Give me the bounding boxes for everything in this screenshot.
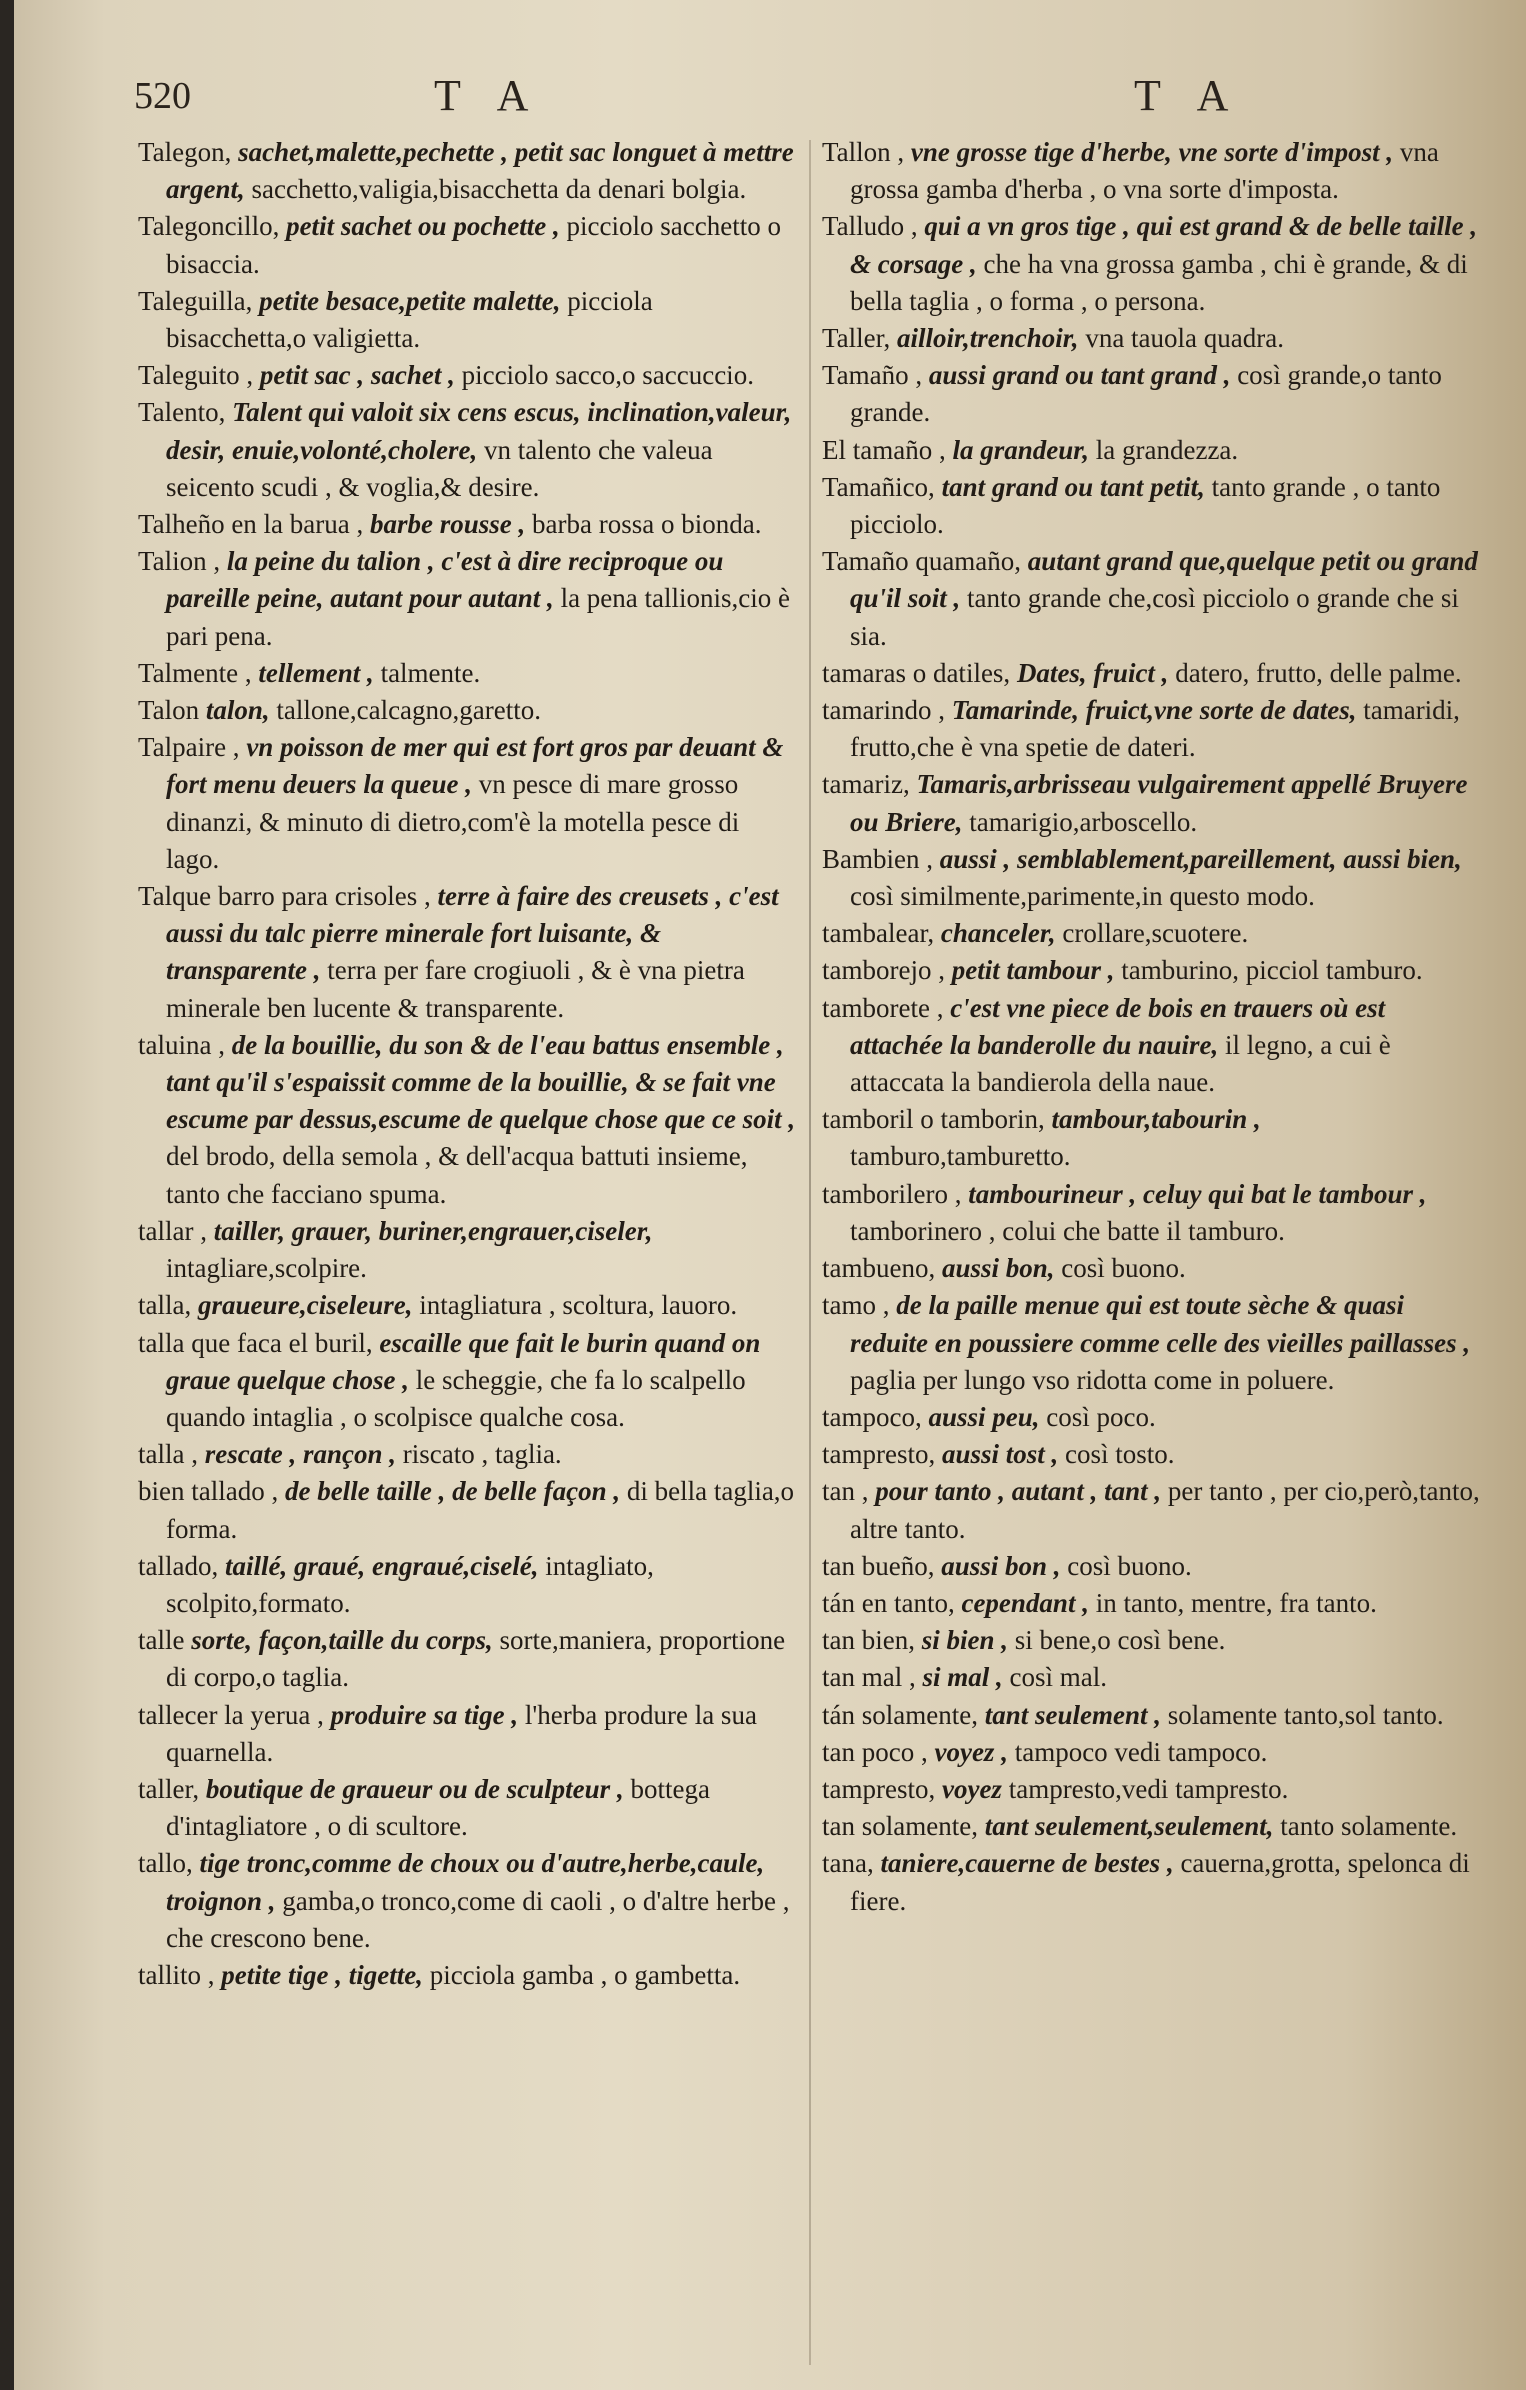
entry-headword: tan bueño, bbox=[822, 1550, 935, 1581]
entry-french-gloss: tailler, grauer, buriner,engrauer,ciseler, bbox=[213, 1215, 653, 1246]
entry-french-gloss: barbe rousse , bbox=[370, 509, 526, 540]
entry-italian-gloss: del brodo, della semola , & dell'acqua battuti insieme, tanto che facciano spuma. bbox=[166, 1141, 748, 1209]
dictionary-entry bbox=[822, 357, 1482, 431]
entry-italian-gloss: per tanto , per cio,però,tanto, altre tanto. bbox=[850, 1476, 1480, 1544]
dictionary-entry bbox=[138, 1325, 798, 1437]
entry-french-gloss: la grandeur, bbox=[952, 434, 1090, 465]
entry-italian-gloss: tanto grande che,così picciolo o grande che si sia. bbox=[850, 583, 1459, 651]
entry-french-gloss: escaille que fait le burin quand on graue quelque chose , bbox=[166, 1327, 761, 1395]
entry-italian-gloss: tampoco vedi tampoco. bbox=[1014, 1736, 1268, 1767]
entry-french-gloss: vne grosse tige d'herbe, vne sorte d'impost , bbox=[910, 137, 1394, 167]
dictionary-entry bbox=[822, 692, 1482, 766]
entry-french-gloss: talon, bbox=[205, 695, 270, 726]
dictionary-entry bbox=[822, 1399, 1482, 1436]
dictionary-entry bbox=[822, 543, 1482, 655]
entry-headword: bien tallado , bbox=[138, 1476, 279, 1507]
entry-italian-gloss: bottega d'intagliatore , o di scultore. bbox=[166, 1773, 710, 1842]
dictionary-entry bbox=[138, 134, 798, 208]
entry-french-gloss: cependant , bbox=[961, 1587, 1089, 1618]
dictionary-entry bbox=[138, 357, 798, 394]
entry-italian-gloss: intagliato, scolpito,formato. bbox=[166, 1550, 654, 1618]
entry-headword: Talion , bbox=[138, 546, 221, 577]
entry-italian-gloss: tanto solamente. bbox=[1280, 1811, 1458, 1842]
entry-italian-gloss: crollare,scuotere. bbox=[1062, 918, 1249, 949]
entry-italian-gloss: il legno, a cui è attaccata la bandierola della naue. bbox=[850, 1029, 1391, 1098]
dictionary-entry bbox=[822, 1473, 1482, 1547]
entry-italian-gloss: così buono. bbox=[1067, 1550, 1192, 1581]
entry-headword: El tamaño , bbox=[822, 434, 946, 465]
entry-french-gloss: aussi tost , bbox=[941, 1439, 1059, 1470]
entry-italian-gloss: così buono. bbox=[1061, 1253, 1186, 1284]
entry-headword: tallito , bbox=[138, 1959, 215, 1990]
entry-headword: Tamañico, bbox=[822, 471, 935, 502]
dictionary-entry bbox=[822, 1287, 1482, 1399]
entry-french-gloss: tige tronc,comme de choux ou d'autre,herbe,caule, troignon , bbox=[166, 1848, 765, 1916]
entry-headword: Taleguilla, bbox=[138, 285, 253, 316]
entry-headword: Talpaire , bbox=[138, 732, 240, 763]
entry-headword: tán solamente, bbox=[822, 1699, 978, 1730]
entry-italian-gloss: tanto grande , o tanto picciolo. bbox=[850, 471, 1441, 540]
entry-headword: tan mal , bbox=[822, 1662, 916, 1693]
entry-italian-gloss: paglia per lungo vso ridotta come in poluere. bbox=[850, 1364, 1335, 1395]
entry-italian-gloss: tamarigio,arboscello. bbox=[969, 806, 1198, 837]
dictionary-page bbox=[14, 0, 1526, 2390]
dictionary-entry bbox=[138, 1845, 798, 1957]
entry-french-gloss: si bien , bbox=[921, 1625, 1008, 1656]
entry-italian-gloss: tallone,calcagno,garetto. bbox=[276, 695, 541, 726]
entry-french-gloss: petit sachet ou pochette , bbox=[286, 211, 560, 242]
dictionary-entry bbox=[138, 394, 798, 506]
entry-french-gloss: c'est vne piece de bois en trauers où est attachée la banderolle du nauire, bbox=[850, 992, 1386, 1060]
dictionary-entry bbox=[138, 655, 798, 692]
entry-headword: taluina , bbox=[138, 1029, 225, 1060]
entry-italian-gloss: datero, frutto, delle palme. bbox=[1175, 657, 1462, 688]
entry-headword: tana, bbox=[822, 1848, 874, 1879]
entry-headword: Talheño en la barua , bbox=[138, 509, 364, 540]
dictionary-entry bbox=[822, 655, 1482, 692]
entry-french-gloss: petite tige , tigette, bbox=[221, 1959, 423, 1990]
entry-french-gloss: tambourineur , celuy qui bat le tambour , bbox=[968, 1178, 1427, 1209]
dictionary-entry bbox=[822, 320, 1482, 357]
dictionary-entry bbox=[138, 208, 798, 282]
entry-italian-gloss: barba rossa o bionda. bbox=[532, 509, 762, 540]
entry-headword: talle bbox=[138, 1625, 185, 1656]
dictionary-entry bbox=[138, 1957, 798, 1994]
dictionary-entry bbox=[822, 208, 1482, 320]
dictionary-entry bbox=[138, 1213, 798, 1287]
entry-headword: Talento, bbox=[138, 397, 226, 428]
entry-french-gloss: autant grand que,quelque petit ou grand qu'il soit , bbox=[850, 546, 1478, 614]
dictionary-entry bbox=[138, 692, 798, 729]
entry-italian-gloss: riscato , taglia. bbox=[402, 1439, 562, 1470]
running-head-left: T A bbox=[434, 71, 543, 120]
entry-italian-gloss: tamburino, picciol tamburo. bbox=[1121, 955, 1423, 986]
entry-headword: Talegon, bbox=[138, 137, 232, 167]
entry-italian-gloss: così poco. bbox=[1046, 1401, 1156, 1432]
entry-headword: Bambien , bbox=[822, 843, 933, 874]
entry-french-gloss: voyez bbox=[941, 1773, 1002, 1804]
entry-headword: Tamaño , bbox=[822, 360, 923, 391]
entry-french-gloss: produire sa tige , bbox=[330, 1699, 519, 1730]
entry-headword: tamaras o datiles, bbox=[822, 657, 1011, 688]
dictionary-entry bbox=[138, 543, 798, 655]
entry-italian-gloss: così grande,o tanto grande. bbox=[850, 360, 1442, 428]
entry-headword: tambueno, bbox=[822, 1253, 936, 1284]
entry-headword: tamarindo , bbox=[822, 695, 945, 726]
entry-headword: talla, bbox=[138, 1290, 192, 1321]
entry-french-gloss: graueure,ciseleure, bbox=[197, 1290, 413, 1321]
entry-french-gloss: terre à faire des creusets , c'est aussi du talc pierre minerale fort luisante, & transparente , bbox=[166, 881, 779, 986]
entry-headword: tampoco, bbox=[822, 1401, 922, 1432]
entry-french-gloss: petite besace,petite malette, bbox=[259, 285, 561, 316]
entry-french-gloss: Dates, fruict , bbox=[1016, 657, 1169, 688]
dictionary-entry bbox=[138, 1473, 798, 1547]
entry-french-gloss: sachet,malette,pechette , petit sac longuet à mettre argent, bbox=[166, 137, 794, 205]
dictionary-entry bbox=[138, 506, 798, 543]
entry-french-gloss: ailloir,trenchoir, bbox=[897, 323, 1079, 354]
entry-headword: taller, bbox=[138, 1773, 200, 1804]
entry-french-gloss: voyez , bbox=[934, 1736, 1008, 1767]
dictionary-entry bbox=[822, 1622, 1482, 1659]
entry-headword: tan solamente, bbox=[822, 1811, 978, 1842]
entry-french-gloss: aussi peu, bbox=[928, 1401, 1040, 1432]
entry-french-gloss: chanceler, bbox=[940, 918, 1056, 949]
entry-italian-gloss: vna grossa gamba d'herba , o vna sorte d'imposta. bbox=[850, 137, 1439, 205]
entry-french-gloss: rescate , rançon , bbox=[204, 1439, 396, 1470]
dictionary-entry bbox=[822, 469, 1482, 543]
entry-italian-gloss: vn talento che valeua seicento scudi , & voglia,& desire. bbox=[166, 434, 713, 502]
entry-italian-gloss: vna tauola quadra. bbox=[1085, 323, 1284, 354]
dictionary-entry bbox=[822, 1697, 1482, 1734]
running-head-right: T A bbox=[1134, 71, 1243, 120]
dictionary-entry bbox=[822, 1548, 1482, 1585]
entry-headword: tambalear, bbox=[822, 918, 935, 949]
entry-italian-gloss: sorte,maniera, proportione di corpo,o taglia. bbox=[166, 1625, 786, 1693]
entry-italian-gloss: terra per fare crogiuoli , & è vna pietra minerale ben lucente & transparente. bbox=[166, 955, 745, 1023]
entry-headword: tamborete , bbox=[822, 992, 944, 1023]
entry-italian-gloss: che ha vna grossa gamba , chi è grande, & di bella taglia , o forma , o persona. bbox=[850, 248, 1468, 316]
entry-french-gloss: aussi , semblablement,pareillement, aussi bien, bbox=[939, 843, 1462, 874]
entry-italian-gloss: picciolo sacchetto o bisaccia. bbox=[166, 211, 781, 279]
dictionary-entry bbox=[822, 1808, 1482, 1845]
entry-italian-gloss: intagliatura , scoltura, lauoro. bbox=[419, 1290, 738, 1321]
entry-french-gloss: Tamarinde, fruict,vne sorte de dates, bbox=[951, 695, 1357, 726]
column-divider bbox=[809, 140, 811, 2365]
entry-italian-gloss: picciola gamba , o gambetta. bbox=[429, 1959, 741, 1990]
right-column bbox=[822, 134, 1482, 1920]
entry-french-gloss: sorte, façon,taille du corps, bbox=[191, 1625, 493, 1656]
entry-italian-gloss: talmente. bbox=[380, 657, 481, 688]
dictionary-entry bbox=[138, 1771, 798, 1845]
entry-headword: Tamaño quamaño, bbox=[822, 546, 1022, 577]
entry-french-gloss: tellement , bbox=[258, 657, 374, 688]
entry-headword: tallado, bbox=[138, 1550, 219, 1581]
dictionary-entry bbox=[138, 1697, 798, 1771]
entry-headword: tán en tanto, bbox=[822, 1587, 955, 1618]
dictionary-entry bbox=[822, 1659, 1482, 1696]
entry-headword: tan , bbox=[822, 1476, 869, 1507]
entry-italian-gloss: gamba,o tronco,come di caoli , o d'altre herbe , che crescono bene. bbox=[166, 1885, 790, 1953]
entry-headword: Talegoncillo, bbox=[138, 211, 280, 242]
entry-headword: tampresto, bbox=[822, 1439, 936, 1470]
entry-headword: tallo, bbox=[138, 1848, 193, 1879]
entry-italian-gloss: vn pesce di mare grosso dinanzi, & minuto di dietro,com'è la motella pesce di lago. bbox=[166, 769, 740, 874]
dictionary-entry bbox=[822, 1436, 1482, 1473]
entry-headword: talla , bbox=[138, 1439, 198, 1470]
dictionary-entry bbox=[822, 915, 1482, 952]
entry-italian-gloss: la pena tallionis,cio è pari pena. bbox=[166, 583, 790, 651]
entry-french-gloss: de la paille menue qui est toute sèche & quasi reduite en poussiere comme celle des vieilles paillasses , bbox=[850, 1290, 1471, 1358]
dictionary-entry bbox=[822, 1250, 1482, 1287]
entry-italian-gloss: cauerna,grotta, spelonca di fiere. bbox=[850, 1848, 1470, 1916]
entry-italian-gloss: la grandezza. bbox=[1095, 434, 1239, 465]
entry-french-gloss: boutique de graueur ou de sculpteur , bbox=[205, 1773, 624, 1804]
entry-italian-gloss: così similmente,parimente,in questo modo. bbox=[850, 881, 1315, 912]
entry-french-gloss: tant grand ou tant petit, bbox=[941, 471, 1205, 502]
entry-italian-gloss: tampresto,vedi tampresto. bbox=[1008, 1773, 1289, 1804]
entry-french-gloss: la peine du talion , c'est à dire reciproque ou pareille peine, autant pour autant , bbox=[166, 546, 724, 614]
entry-french-gloss: aussi grand ou tant grand , bbox=[928, 360, 1231, 391]
entry-italian-gloss: si bene,o così bene. bbox=[1014, 1625, 1226, 1656]
entry-headword: tamborilero , bbox=[822, 1178, 962, 1209]
entry-headword: tamborejo , bbox=[822, 955, 945, 986]
dictionary-entry bbox=[822, 1585, 1482, 1622]
entry-french-gloss: pour tanto , autant , tant , bbox=[875, 1476, 1162, 1507]
entry-headword: Taller, bbox=[822, 323, 891, 354]
entry-italian-gloss: tamborinero , colui che batte il tamburo. bbox=[850, 1215, 1285, 1246]
entry-headword: Talon bbox=[138, 695, 200, 726]
entry-french-gloss: vn poisson de mer qui est fort gros par deuant & fort menu deuers la queue , bbox=[166, 732, 784, 800]
entry-italian-gloss: così mal. bbox=[1009, 1662, 1107, 1693]
dictionary-entry bbox=[138, 729, 798, 878]
entry-french-gloss: de belle taille , de belle façon , bbox=[284, 1476, 621, 1507]
entry-headword: tampresto, bbox=[822, 1773, 936, 1804]
entry-headword: tamboril o tamborin, bbox=[822, 1104, 1045, 1135]
entry-headword: Tallon , bbox=[822, 137, 905, 167]
dictionary-entry bbox=[822, 1771, 1482, 1808]
entry-french-gloss: de la bouillie, du son & de l'eau battus ensemble , tant qu'il s'espaissit comme de la bouillie, & se fait vne escume par dessus,escume de quelque chose que ce soit , bbox=[166, 1029, 796, 1135]
dictionary-entry bbox=[822, 432, 1482, 469]
entry-italian-gloss: l'herba produre la sua quarnella. bbox=[166, 1699, 757, 1767]
entry-headword: tallar , bbox=[138, 1215, 207, 1246]
entry-headword: talla que faca el buril, bbox=[138, 1327, 373, 1358]
entry-french-gloss: Tamaris,arbrisseau vulgairement appellé Bruyere ou Briere, bbox=[850, 769, 1468, 837]
page-number: 520 bbox=[134, 75, 191, 117]
entry-headword: Talludo , bbox=[822, 211, 918, 242]
entry-french-gloss: qui a vn gros tige , qui est grand & de belle taille , & corsage , bbox=[850, 211, 1478, 279]
entry-headword: Talmente , bbox=[138, 657, 252, 688]
entry-italian-gloss: intagliare,scolpire. bbox=[166, 1253, 367, 1284]
dictionary-entry bbox=[822, 990, 1482, 1102]
entry-italian-gloss: in tanto, mentre, fra tanto. bbox=[1095, 1587, 1377, 1618]
entry-headword: tan poco , bbox=[822, 1736, 928, 1767]
entry-headword: tamo , bbox=[822, 1290, 890, 1321]
entry-french-gloss: aussi bon, bbox=[941, 1253, 1055, 1284]
dictionary-entry bbox=[822, 1176, 1482, 1250]
entry-french-gloss: taillé, graué, engraué,ciselé, bbox=[224, 1550, 539, 1581]
entry-french-gloss: petit sac , sachet , bbox=[259, 360, 455, 391]
entry-headword: Talque barro para crisoles , bbox=[138, 881, 431, 912]
entry-french-gloss: aussi bon , bbox=[941, 1550, 1061, 1581]
dictionary-entry bbox=[822, 1734, 1482, 1771]
dictionary-entry bbox=[138, 1548, 798, 1622]
dictionary-entry bbox=[138, 1436, 798, 1473]
dictionary-entry bbox=[138, 1622, 798, 1696]
entry-italian-gloss: così tosto. bbox=[1065, 1439, 1175, 1470]
entry-italian-gloss: le scheggie, che fa lo scalpello quando intaglia , o scolpisce qualche cosa. bbox=[166, 1364, 746, 1432]
entry-french-gloss: tant seulement , bbox=[984, 1699, 1161, 1730]
entry-headword: tallecer la yerua , bbox=[138, 1699, 324, 1730]
dictionary-entry bbox=[822, 1845, 1482, 1919]
entry-french-gloss: Talent qui valoit six cens escus, inclination,valeur, desir, enuie,volonté,cholere, bbox=[166, 397, 792, 465]
entry-italian-gloss: tamaridi, frutto,che è vna spetie de dateri. bbox=[850, 695, 1460, 763]
dictionary-entry bbox=[822, 1101, 1482, 1175]
dictionary-entry bbox=[138, 878, 798, 1027]
entry-italian-gloss: solamente tanto,sol tanto. bbox=[1167, 1699, 1444, 1730]
entry-italian-gloss: picciolo sacco,o saccuccio. bbox=[461, 360, 754, 391]
dictionary-entry bbox=[822, 952, 1482, 989]
entry-italian-gloss: tamburo,tamburetto. bbox=[850, 1141, 1071, 1172]
dictionary-entry bbox=[138, 283, 798, 357]
entry-headword: Taleguito , bbox=[138, 360, 254, 391]
entry-headword: tamariz, bbox=[822, 769, 910, 800]
entry-french-gloss: tant seulement,seulement, bbox=[984, 1811, 1274, 1842]
entry-italian-gloss: di bella taglia,o forma. bbox=[166, 1476, 795, 1544]
dictionary-entry bbox=[822, 766, 1482, 840]
entry-headword: tan bien, bbox=[822, 1625, 915, 1656]
entry-french-gloss: taniere,cauerne de bestes , bbox=[880, 1848, 1174, 1879]
dictionary-entry bbox=[138, 1287, 798, 1324]
dictionary-entry bbox=[138, 1027, 798, 1213]
entry-french-gloss: si mal , bbox=[922, 1662, 1003, 1693]
entry-french-gloss: petit tambour , bbox=[951, 955, 1115, 986]
entry-italian-gloss: picciola bisacchetta,o valigietta. bbox=[166, 285, 653, 354]
entry-italian-gloss: sacchetto,valigia,bisacchetta da denari bolgia. bbox=[251, 174, 747, 205]
dictionary-entry bbox=[822, 134, 1482, 208]
left-column bbox=[138, 134, 798, 1994]
entry-french-gloss: tambour,tabourin , bbox=[1051, 1104, 1261, 1135]
dictionary-entry bbox=[822, 841, 1482, 915]
